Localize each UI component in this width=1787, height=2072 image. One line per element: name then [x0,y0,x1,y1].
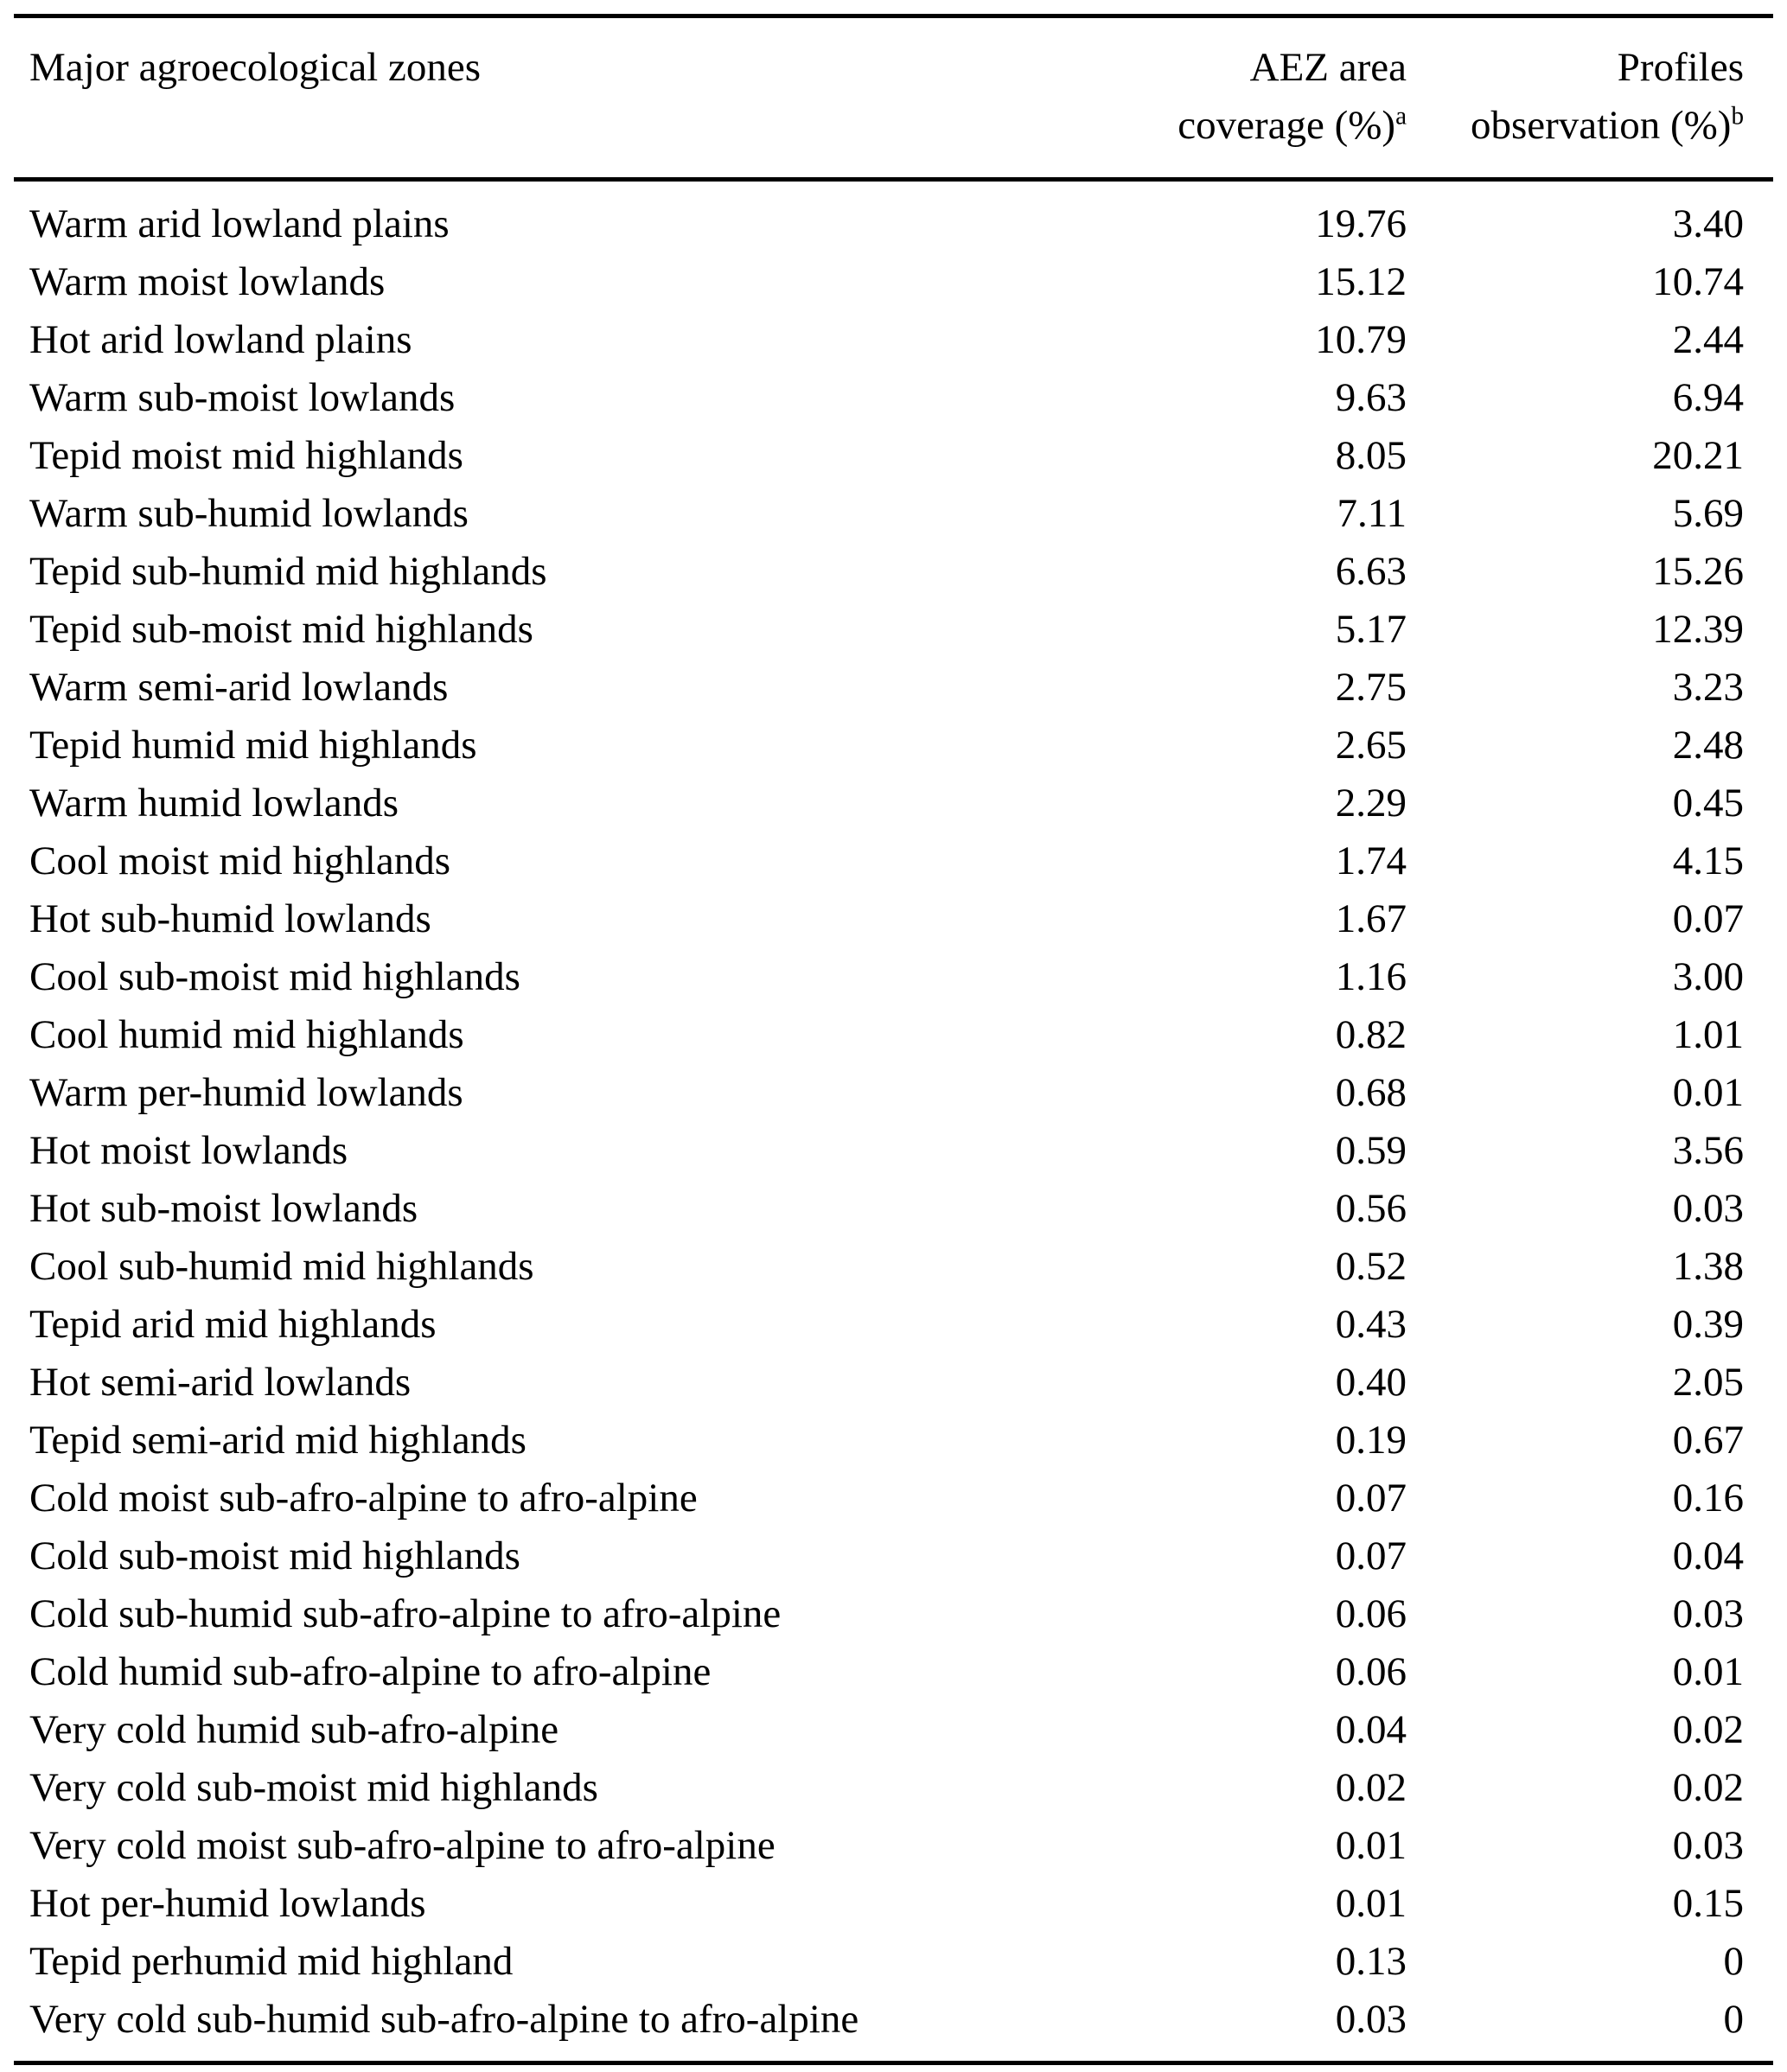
header-row [14,18,1773,180]
table-row [14,311,1773,369]
cell-aez-area: 9.63 [1335,375,1407,420]
table-bottom-rule [14,2061,1773,2065]
column-header-profiles [1436,18,1773,180]
cell-profiles: 0.03 [1672,1823,1744,1868]
table-row [14,775,1773,832]
column-header-aez-area-text: coverage (%) [1178,103,1396,148]
cell-profiles: 0.39 [1672,1302,1744,1347]
column-header-profiles-text: observation (%) [1470,103,1732,148]
cell-profiles: 5.69 [1672,491,1744,536]
cell-aez-area: 0.06 [1335,1591,1407,1636]
cell-aez-area: 15.12 [1315,259,1407,304]
cell-aez-area: 0.13 [1335,1939,1407,1984]
cell-zone: Very cold moist sub-afro-alpine to afro-alpine [29,1823,775,1868]
cell-zone: Cold moist sub-afro-alpine to afro-alpine [29,1476,698,1521]
table-row [14,1991,1773,2061]
table-row [14,1354,1773,1412]
cell-profiles: 2.05 [1672,1360,1744,1405]
cell-zone: Hot sub-moist lowlands [29,1186,418,1231]
cell-profiles: 10.74 [1652,259,1744,304]
column-header-profiles-line2 [1436,97,1744,155]
cell-zone: Warm arid lowland plains [29,201,450,246]
cell-zone: Tepid sub-humid mid highlands [29,549,547,594]
cell-zone: Warm moist lowlands [29,259,386,304]
cell-aez-area: 1.16 [1335,954,1407,999]
cell-zone: Cold sub-moist mid highlands [29,1533,520,1578]
cell-profiles: 0.67 [1672,1418,1744,1463]
cell-profiles: 20.21 [1652,433,1744,478]
column-header-zone [14,18,1086,180]
table-row [14,890,1773,948]
cell-zone: Tepid perhumid mid highland [29,1939,514,1984]
cell-zone: Hot moist lowlands [29,1128,348,1173]
table-row [14,1701,1773,1759]
cell-aez-area: 0.06 [1335,1649,1407,1694]
cell-aez-area: 0.07 [1335,1476,1407,1521]
cell-zone: Tepid humid mid highlands [29,723,477,768]
cell-zone: Tepid arid mid highlands [29,1302,437,1347]
cell-aez-area: 0.56 [1335,1186,1407,1231]
table-row [14,1238,1773,1296]
cell-aez-area: 0.19 [1335,1418,1407,1463]
cell-aez-area: 7.11 [1337,491,1407,536]
cell-aez-area: 5.17 [1335,607,1407,652]
table-row [14,253,1773,311]
cell-aez-area: 0.40 [1335,1360,1407,1405]
cell-aez-area: 0.01 [1335,1823,1407,1868]
cell-profiles: 0.45 [1672,781,1744,826]
cell-profiles: 0 [1723,1997,1744,2042]
cell-zone: Cool sub-moist mid highlands [29,954,520,999]
table-row [14,1412,1773,1470]
footnote-marker-a: a [1395,102,1407,131]
column-header-aez-area-line2 [1086,97,1407,155]
table-row [14,1180,1773,1238]
footnote-marker-b: b [1731,102,1744,131]
cell-profiles: 3.40 [1672,201,1744,246]
cell-profiles: 0.03 [1672,1186,1744,1231]
cell-profiles: 0.07 [1672,896,1744,941]
table-row [14,1759,1773,1817]
cell-zone: Warm sub-moist lowlands [29,375,456,420]
column-header-zone-line1: Major agroecological zones [29,45,482,90]
cell-profiles: 0.02 [1672,1765,1744,1810]
table-row [14,1817,1773,1875]
cell-profiles: 2.48 [1672,723,1744,768]
cell-profiles: 0.01 [1672,1649,1744,1694]
cell-zone: Tepid sub-moist mid highlands [29,607,533,652]
table-row [14,1296,1773,1354]
cell-aez-area: 0.02 [1335,1765,1407,1810]
cell-zone: Warm humid lowlands [29,781,399,826]
table-row [14,1933,1773,1991]
cell-aez-area: 2.75 [1335,665,1407,710]
cell-profiles: 1.38 [1672,1244,1744,1289]
aez-table-container [14,14,1773,2065]
table-row [14,1122,1773,1180]
cell-profiles: 0.03 [1672,1591,1744,1636]
cell-profiles: 12.39 [1652,607,1744,652]
cell-aez-area: 0.03 [1335,1997,1407,2042]
cell-zone: Cool moist mid highlands [29,838,451,883]
cell-zone: Tepid moist mid highlands [29,433,463,478]
cell-zone: Warm per-humid lowlands [29,1070,463,1115]
column-header-aez-area-line1: AEZ area [1249,45,1407,90]
cell-aez-area: 2.29 [1335,781,1407,826]
cell-profiles: 2.44 [1672,317,1744,362]
cell-profiles: 4.15 [1672,838,1744,883]
table-row [14,369,1773,427]
column-header-aez-area [1086,18,1436,180]
cell-aez-area: 0.59 [1335,1128,1407,1173]
cell-zone: Warm semi-arid lowlands [29,665,449,710]
cell-aez-area: 0.04 [1335,1707,1407,1752]
table-row [14,543,1773,601]
table-row [14,601,1773,659]
cell-aez-area: 19.76 [1315,201,1407,246]
cell-aez-area: 10.79 [1315,317,1407,362]
cell-profiles: 6.94 [1672,375,1744,420]
table-row [14,1875,1773,1933]
table-body [14,180,1773,2062]
cell-aez-area: 0.82 [1335,1012,1407,1057]
cell-profiles: 1.01 [1672,1012,1744,1057]
cell-profiles: 0.15 [1672,1881,1744,1926]
cell-profiles: 3.56 [1672,1128,1744,1173]
cell-zone: Cool humid mid highlands [29,1012,464,1057]
cell-zone: Hot arid lowland plains [29,317,412,362]
cell-aez-area: 1.74 [1335,838,1407,883]
table-row [14,485,1773,543]
table-row [14,1006,1773,1064]
cell-aez-area: 0.07 [1335,1533,1407,1578]
cell-aez-area: 0.68 [1335,1070,1407,1115]
cell-profiles: 0 [1723,1939,1744,1984]
table-row [14,1585,1773,1643]
cell-zone: Hot per-humid lowlands [29,1881,426,1926]
cell-zone: Very cold sub-moist mid highlands [29,1765,598,1810]
cell-profiles: 3.23 [1672,665,1744,710]
table-row [14,659,1773,717]
cell-zone: Very cold humid sub-afro-alpine [29,1707,559,1752]
cell-zone: Very cold sub-humid sub-afro-alpine to afro-alpine [29,1997,859,2042]
table-row [14,427,1773,485]
cell-profiles: 0.02 [1672,1707,1744,1752]
cell-aez-area: 0.43 [1335,1302,1407,1347]
cell-aez-area: 8.05 [1335,433,1407,478]
table-row [14,1470,1773,1527]
cell-zone: Hot sub-humid lowlands [29,896,431,941]
cell-zone: Cold humid sub-afro-alpine to afro-alpine [29,1649,712,1694]
cell-aez-area: 2.65 [1335,723,1407,768]
cell-zone: Hot semi-arid lowlands [29,1360,412,1405]
table-row [14,180,1773,254]
cell-zone: Cool sub-humid mid highlands [29,1244,534,1289]
cell-profiles: 0.01 [1672,1070,1744,1115]
cell-aez-area: 1.67 [1335,896,1407,941]
cell-profiles: 3.00 [1672,954,1744,999]
agroecological-zones-table [14,18,1773,2061]
column-header-profiles-line1: Profiles [1617,45,1744,90]
table-header [14,18,1773,180]
cell-zone: Cold sub-humid sub-afro-alpine to afro-alpine [29,1591,782,1636]
cell-profiles: 0.04 [1672,1533,1744,1578]
cell-aez-area: 0.01 [1335,1881,1407,1926]
table-row [14,1643,1773,1701]
cell-profiles: 15.26 [1652,549,1744,594]
table-row [14,717,1773,775]
table-row [14,1064,1773,1122]
cell-profiles: 0.16 [1672,1476,1744,1521]
cell-aez-area: 0.52 [1335,1244,1407,1289]
table-row [14,1527,1773,1585]
cell-zone: Tepid semi-arid mid highlands [29,1418,527,1463]
cell-aez-area: 6.63 [1335,549,1407,594]
cell-zone: Warm sub-humid lowlands [29,491,469,536]
column-header-zone-line2 [29,97,1086,155]
table-row [14,948,1773,1006]
table-row [14,832,1773,890]
